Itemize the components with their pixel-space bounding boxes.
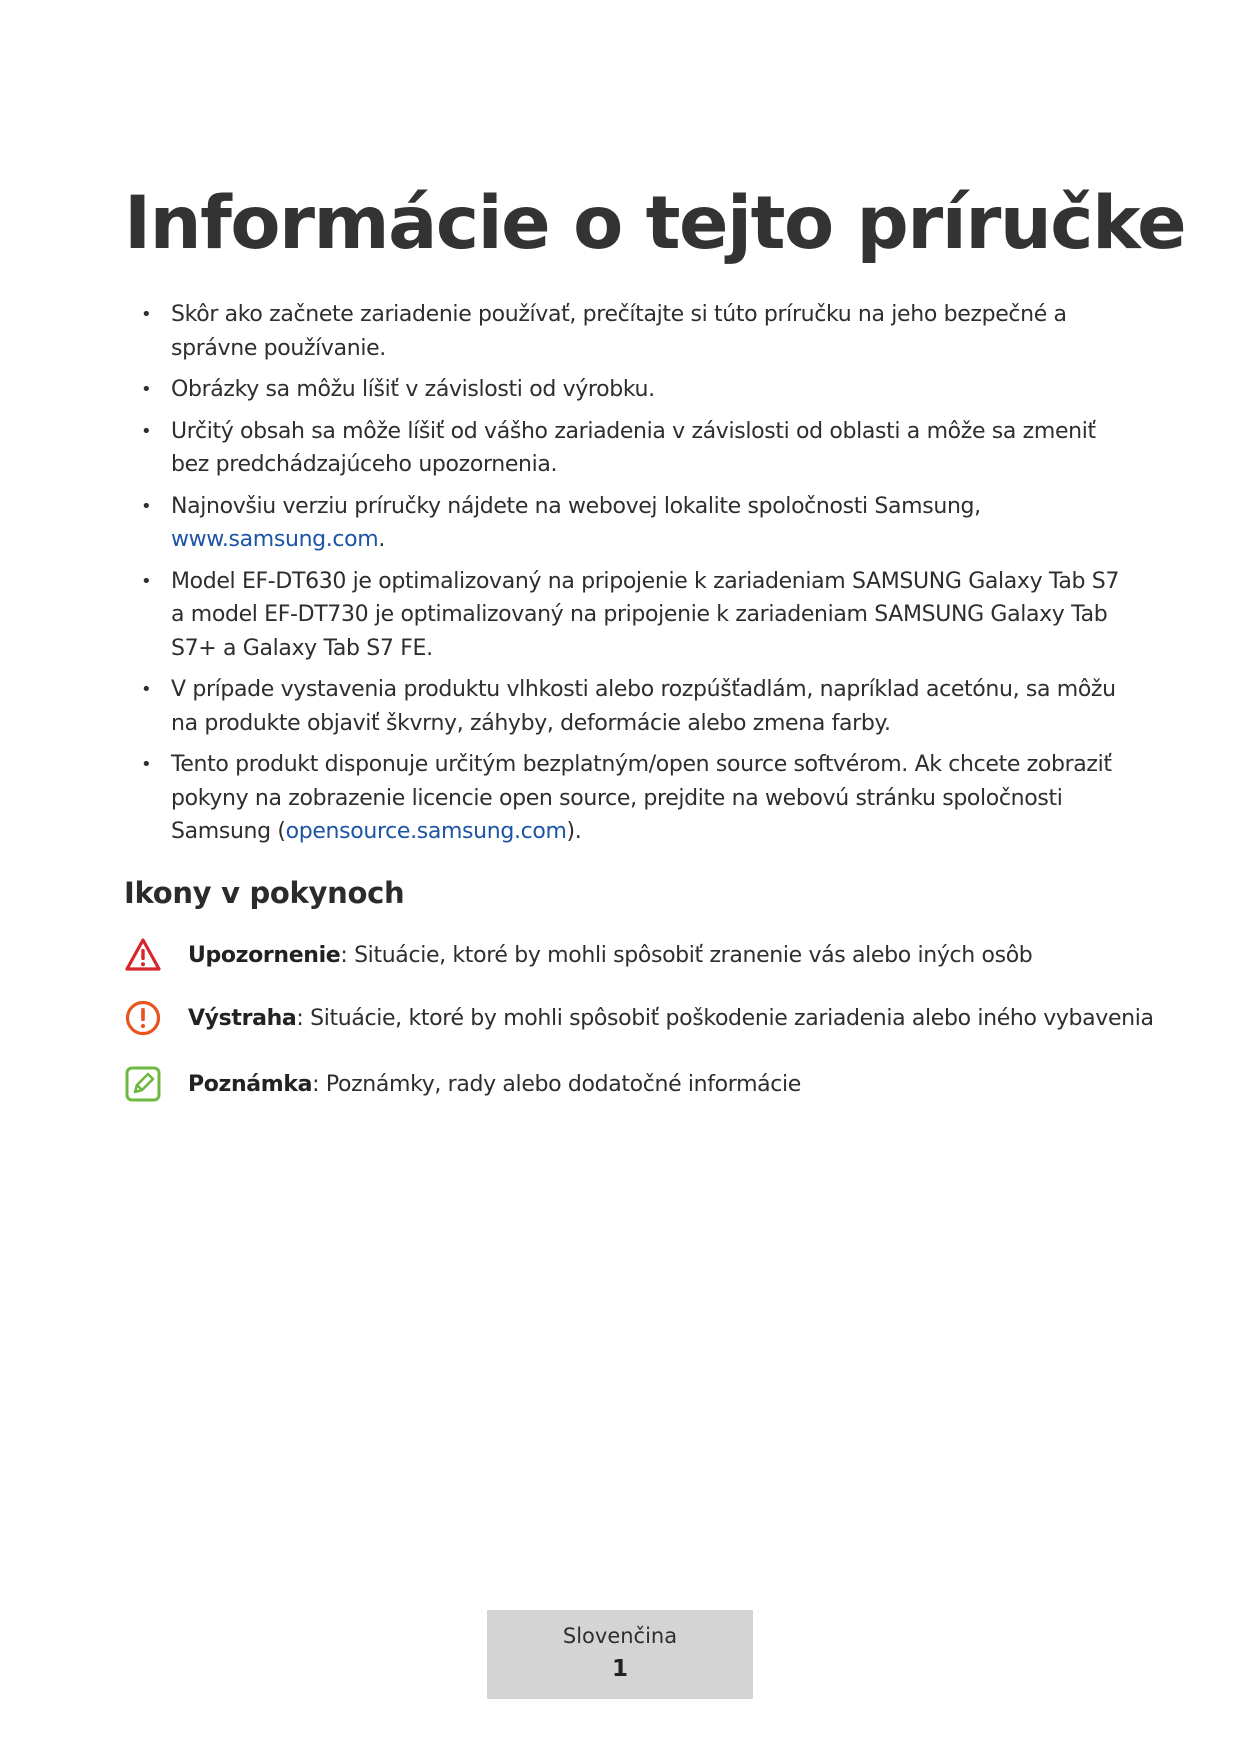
page-number: 1 [611,1656,628,1682]
icon-legend-text [188,943,1032,968]
legend-description: : Situácie, ktoré by mohli spôsobiť zranenie vás alebo iných osôb [340,942,1033,968]
bullet-text: Obrázky sa môžu líšiť v závislosti od výrobku. [171,377,655,402]
note-pencil-icon [124,1065,162,1103]
list-item [124,298,1124,365]
bullet-text: Určitý obsah sa môže líšiť od vášho zariadenia v závislosti od oblasti a môže sa zmeniť bez predchádzajúceho upozornenia. [171,418,1096,477]
warning-triangle-icon [124,936,162,974]
bullet-text: Skôr ako začnete zariadenie používať, prečítajte si túto príručku na jeho bezpečné a správne používanie. [171,302,1067,361]
list-item [124,415,1124,482]
list-item [124,565,1124,666]
bullet-text: Model EF-DT630 je optimalizovaný na pripojenie k zariadeniam SAMSUNG Galaxy Tab S7 a model EF-DT730 je optimalizovaný na pripojenie k zariadeniam SAMSUNG Galaxy Tab S7+ a Galaxy Tab S7 FE. [171,568,1119,661]
bullet-icon: • [141,495,152,517]
bullet-list [124,298,1124,857]
icon-legend-text [188,1072,801,1097]
icon-legend-row [124,1064,1124,1104]
bullet-text: Najnovšiu verziu príručky nájdete na webovej lokalite spoločnosti Samsung, [171,493,981,519]
bullet-icon: • [141,570,152,592]
bullet-icon: • [141,754,152,775]
legend-description: : Situácie, ktoré by mohli spôsobiť poškodenie zariadenia alebo iného vybavenia [296,1005,1154,1031]
bullet-icon: • [141,420,152,442]
list-item [124,373,1124,407]
legend-label: Poznámka [188,1071,313,1097]
legend-description: : Poznámky, rady alebo dodatočné informácie [312,1071,801,1097]
bullet-icon: • [141,304,152,325]
list-item [124,748,1124,849]
section-heading: Ikony v pokynoch [124,876,405,910]
bullet-icon: • [141,679,152,700]
icon-legend-row [124,998,1154,1038]
list-item [124,673,1124,740]
icon-legend-row [124,935,1124,975]
caution-circle-icon [124,999,162,1037]
icon-legend-text [188,1006,1154,1031]
footer-language: Slovenčina [562,1624,678,1648]
bullet-text-end: . [378,527,386,552]
page-title: Informácie o tejto príručke [124,181,1186,266]
legend-label: Upozornenie [188,942,341,968]
list-item [124,490,1124,557]
bullet-text-end: ). [566,819,582,844]
samsung-link[interactable]: www.samsung.com [171,527,379,552]
bullet-icon: • [141,379,152,400]
bullet-text: Tento produkt disponuje určitým bezplatným/open source softvérom. Ak chcete zobraziť pokyny na zobrazenie licencie open source, prejdite na webovú stránku spoločnosti Samsung ( [171,752,1112,844]
bullet-text: V prípade vystavenia produktu vlhkosti alebo rozpúšťadlám, napríklad acetónu, sa môžu na produkte objaviť škvrny, záhyby, deformácie alebo zmena farby. [171,677,1116,736]
legend-label: Výstraha [188,1005,297,1031]
opensource-link[interactable]: opensource.samsung.com [285,819,567,844]
page-footer [487,1610,753,1699]
